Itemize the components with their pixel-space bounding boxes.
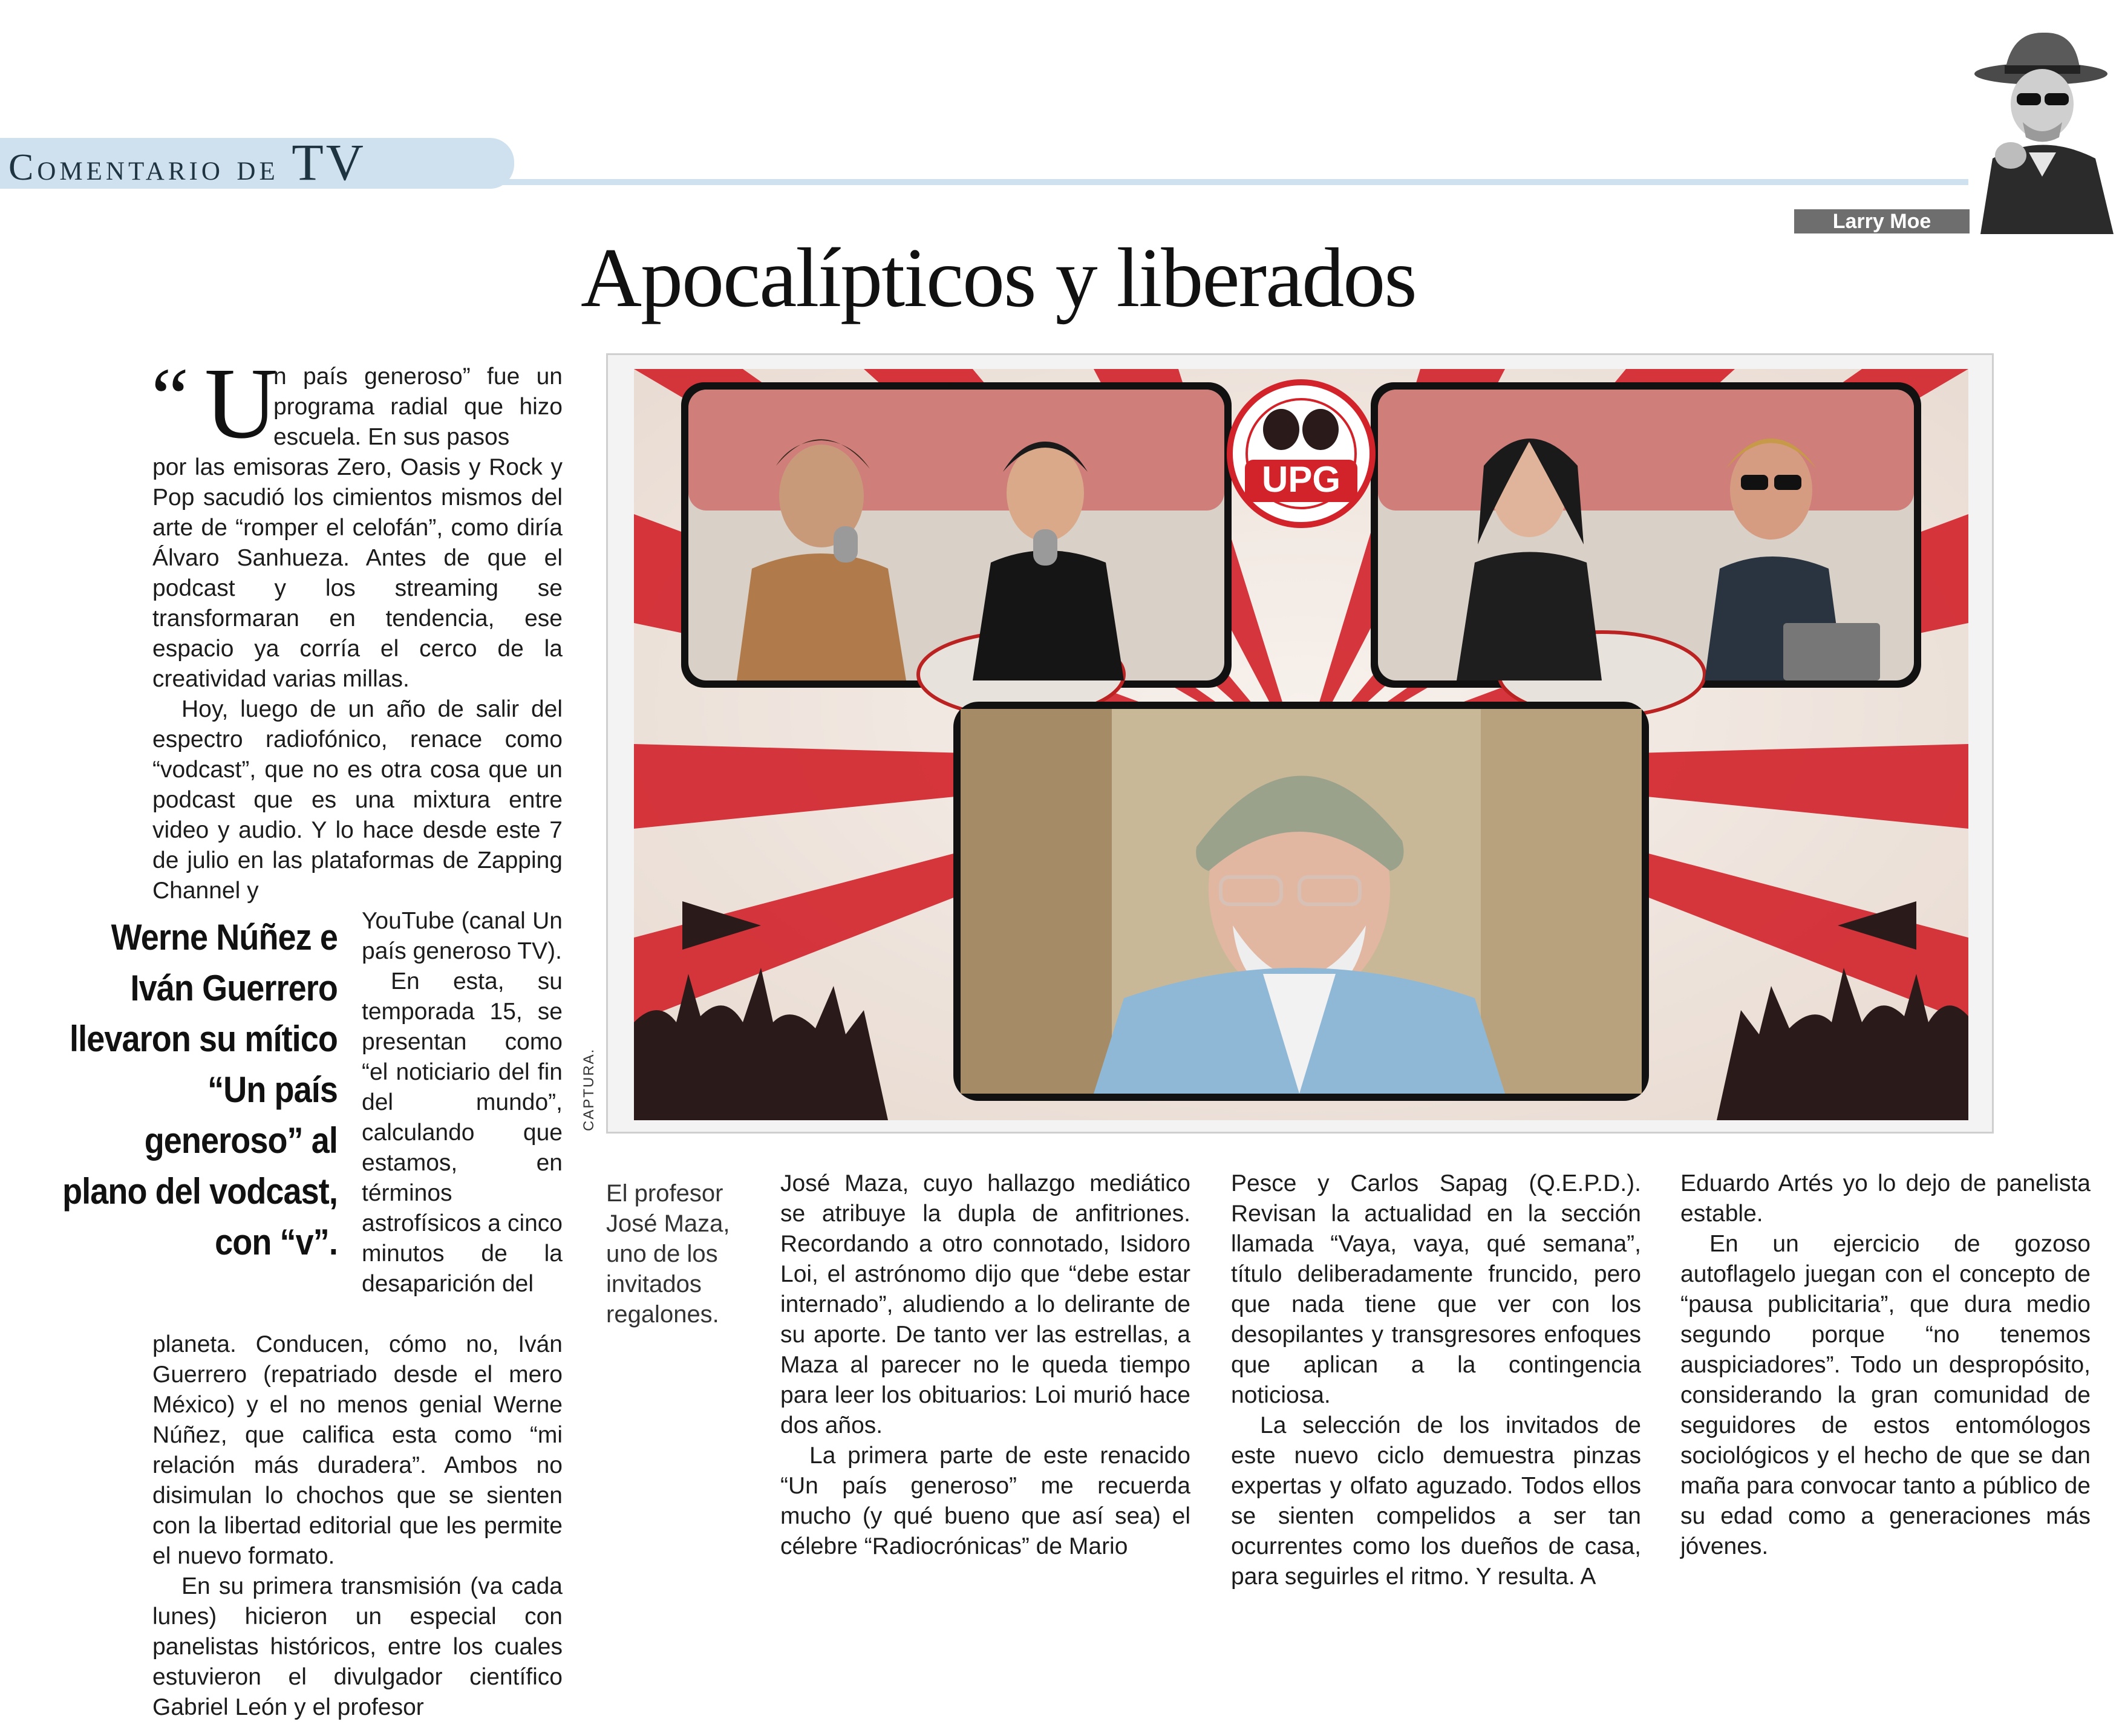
body-paragraph-3: En esta, su temporada 15, se presentan como “el noticiario del fin del mundo”, calculando que estamos, en términos astrofísicos a cinco minutos de la desaparición del bbox=[362, 968, 563, 1297]
body-paragraph-2-end: YouTube (canal Un país generoso TV). bbox=[362, 908, 563, 964]
dropcap-letter: U bbox=[204, 347, 278, 460]
column-3-paragraph-1: Pesce y Carlos Sapag (Q.E.P.D.). Revisan la actualidad en la sección llamada “Vaya, vaya, qué semana”, título deliberadamente fruncido, pero que nada tiene que ver con los desopilantes y transgresores enfoques que aplican a la contingencia noticiosa. bbox=[1231, 1170, 1641, 1408]
photo-caption: El profesor José Maza, uno de los invitados regalones. bbox=[606, 1180, 730, 1328]
dropcap-quote-mark: “ bbox=[151, 351, 189, 445]
columnist-portrait bbox=[1968, 25, 2120, 234]
article-column-2 bbox=[780, 1169, 1190, 1562]
column-4-paragraph-1: Eduardo Artés yo lo dejo de panelista estable. bbox=[1680, 1170, 2091, 1227]
pull-quote: Werne Núñez e Iván Guerrero llevaron su mítico “Un país generoso” al plano del vodcast, con “v”. bbox=[62, 917, 338, 1262]
lead-paragraph-continued: por las emisoras Zero, Oasis y Rock y Pop sacudió los cimientos mismos del arte de “romper el celofán”, como diría Álvaro Sanhueza. Antes de que el podcast y los streaming se transformaran en tendencia, ese espacio ya corría el cerco de la creatividad varias millas. bbox=[152, 454, 563, 692]
lead-column-narrow bbox=[362, 906, 563, 1299]
column-2-paragraph-1: José Maza, cuyo hallazgo mediático se atribuye la dupla de anfitriones. Recordando a otro connotado, Isidoro Loi, el astrónomo dijo que “debe estar internado”, aludiendo a lo delirante de su aporte. De tanto ver las estrellas, a Maza al parecer no le queda tiempo para leer los obituarios: Loi murió hace dos años. bbox=[780, 1170, 1190, 1438]
body-paragraph-2: Hoy, luego de un año de salir del espectro radiofónico, renace como “vodcast”, que no es otra cosa que un podcast que es una mixtura entre video y audio. Y lo hace desde este 7 de julio en las plataformas de Zapping Channel y bbox=[152, 696, 563, 904]
column-3-paragraph-2: La selección de los invitados de este nuevo ciclo demuestra pinzas expertas y olfato aguzado. Todos ellos se sienten compelidos a ser tan ocurrentes como los dueños de casa, para seguirles el ritmo. Y resulta. A bbox=[1231, 1412, 1641, 1590]
section-label-prefix: Comentario de bbox=[8, 147, 292, 188]
section-label-emphasis: TV bbox=[292, 133, 366, 191]
photo-credit bbox=[581, 1046, 605, 1131]
article-photo bbox=[634, 369, 1968, 1120]
column-2-paragraph-2: La primera parte de este renacido “Un país generoso” me recuerda mucho (y qué bueno que así sea) el célebre “Radiocrónicas” de Mario bbox=[780, 1443, 1190, 1559]
article-column-3 bbox=[1231, 1169, 1641, 1592]
lead-paragraph-opening: n país generoso” fue un programa radial que hizo escuela. En sus pasos bbox=[273, 364, 563, 450]
column-4-paragraph-2: En un ejercicio de gozoso autoflagelo juegan con el concepto de “pausa publicitaria”, que dura medio segundo porque “no tenemos auspiciadores”. Todo un despropósito, considerando la gran comunidad de seguidores de estos entomólogos sociológicos y el hecho de que se dan maña para convocar tanto a público de su edad como a generaciones más jóvenes. bbox=[1680, 1231, 2091, 1559]
photo-credit-text: CAPTURA. bbox=[581, 1048, 597, 1131]
article-headline: Apocalípticos y liberados bbox=[581, 231, 1416, 325]
lead-column-middle bbox=[152, 452, 563, 906]
section-label bbox=[8, 134, 366, 190]
article-column-4 bbox=[1680, 1169, 2091, 1562]
podcast-logo-text: UPG bbox=[1261, 459, 1341, 500]
lead-column-bottom bbox=[152, 1330, 563, 1723]
body-paragraph-3-end: planeta. Conducen, cómo no, Iván Guerrero (repatriado desde el mero México) y el no menos genial Werne Núñez, que califica esta como “mi relación más duradera”. Ambos no disimulan lo chochos que se sienten con la libertad editorial que les permite el nuevo formato. bbox=[152, 1331, 563, 1569]
byline-author: Larry Moe bbox=[1794, 209, 1970, 233]
body-paragraph-4: En su primera transmisión (va cada lunes) hicieron un especial con panelistas históricos, entre los cuales estuvieron el divulgador científico Gabriel León y el profesor bbox=[152, 1573, 563, 1720]
